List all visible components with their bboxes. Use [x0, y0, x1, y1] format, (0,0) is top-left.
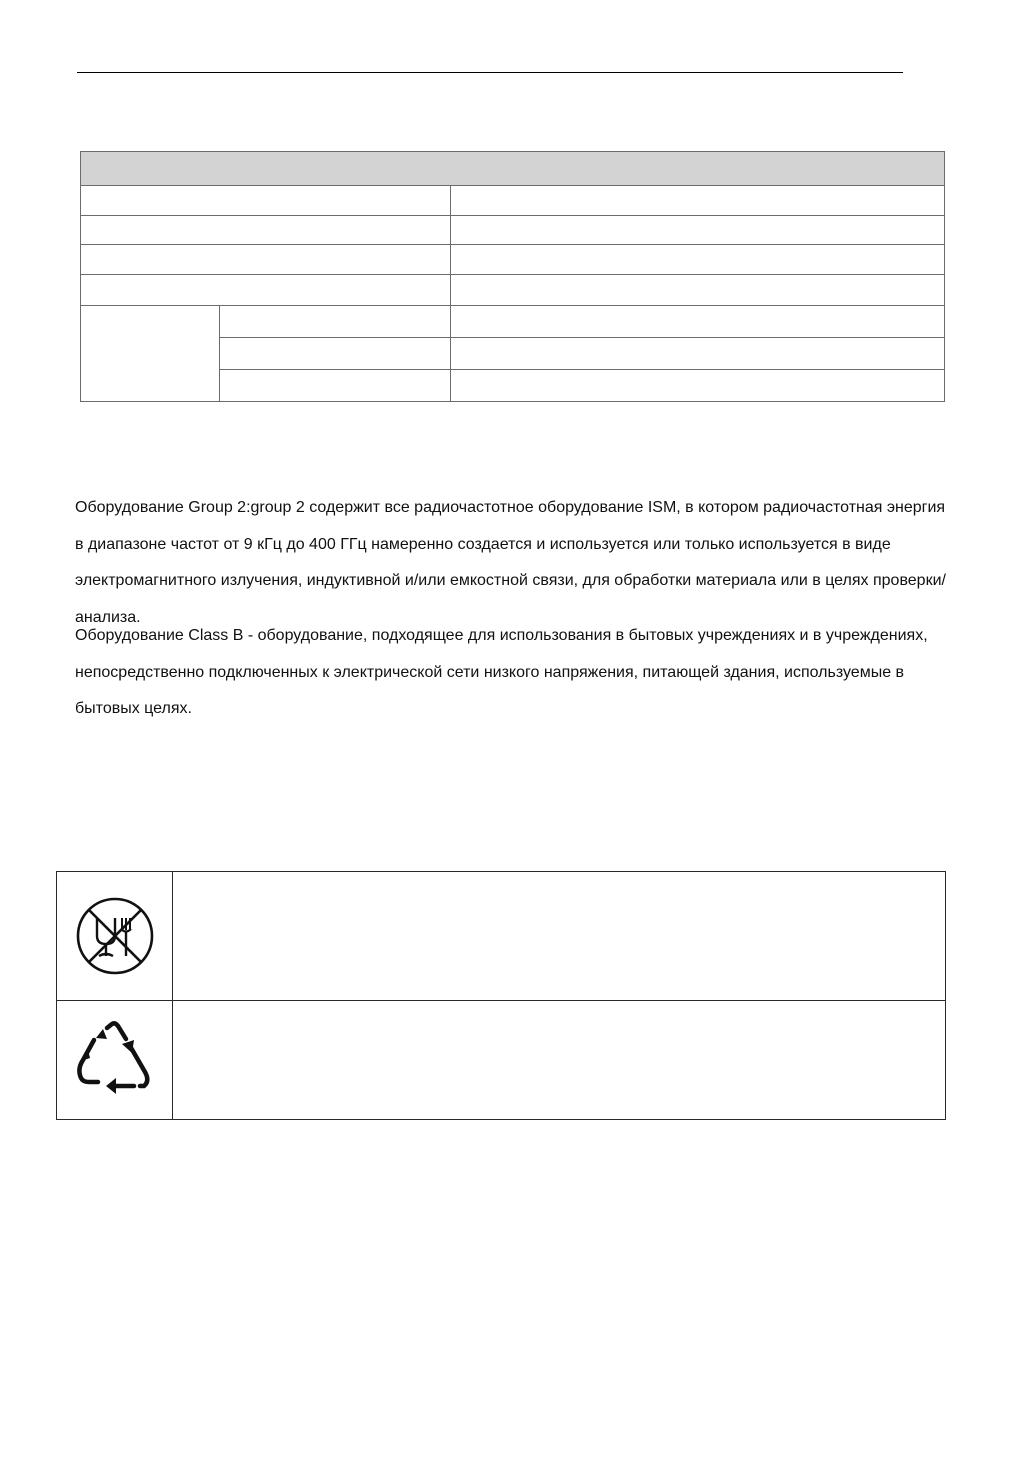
table-cell [451, 370, 945, 402]
table-cell [451, 216, 945, 245]
group2-paragraph: Оборудование Group 2:group 2 содержит все радиочастотное оборудование ISM, в котором радиочастотная энергия в диапазоне частот от 9 кГц до 400 ГГц намеренно создается и используется или только используется в виде электромагнитного излучения, индуктивной и/или емкостной связи, для обработки материала или в целях проверки/анализа. [75, 499, 946, 626]
header-rule [77, 72, 903, 73]
spec-table-header [81, 152, 945, 186]
table-row [57, 872, 946, 1001]
spec-table-header-cell [81, 152, 945, 186]
table-cell [81, 216, 451, 245]
table-row [81, 275, 945, 306]
table-cell [220, 370, 451, 402]
table-row [81, 306, 945, 338]
table-cell [220, 338, 451, 370]
table-cell [451, 275, 945, 306]
table-cell [81, 275, 451, 306]
table-cell [220, 306, 451, 338]
table-cell [451, 186, 945, 216]
table-row [81, 216, 945, 245]
symbols-table [56, 871, 946, 1120]
symbol-description-cell [173, 1001, 946, 1120]
table-cell [81, 245, 451, 275]
table-row [81, 245, 945, 275]
classb-paragraph: Оборудование Class B - оборудование, подходящее для использования в бытовых учреждениях и в учреждениях, непосредственно подключенных к электрической сети низкого напряжения, питающей здания, используемые в бытовых целях. [75, 627, 928, 717]
table-cell [451, 306, 945, 338]
table-cell [451, 245, 945, 275]
not-food-safe-icon [75, 896, 155, 976]
table-cell [81, 186, 451, 216]
table-cell-merged [81, 306, 220, 402]
table-cell [451, 338, 945, 370]
spec-table [80, 151, 945, 402]
table-row [81, 186, 945, 216]
table-row [57, 1001, 946, 1120]
symbol-description-cell [173, 872, 946, 1001]
recycle-icon [72, 1020, 158, 1100]
symbol-cell [57, 1001, 173, 1120]
symbol-cell [57, 872, 173, 1001]
